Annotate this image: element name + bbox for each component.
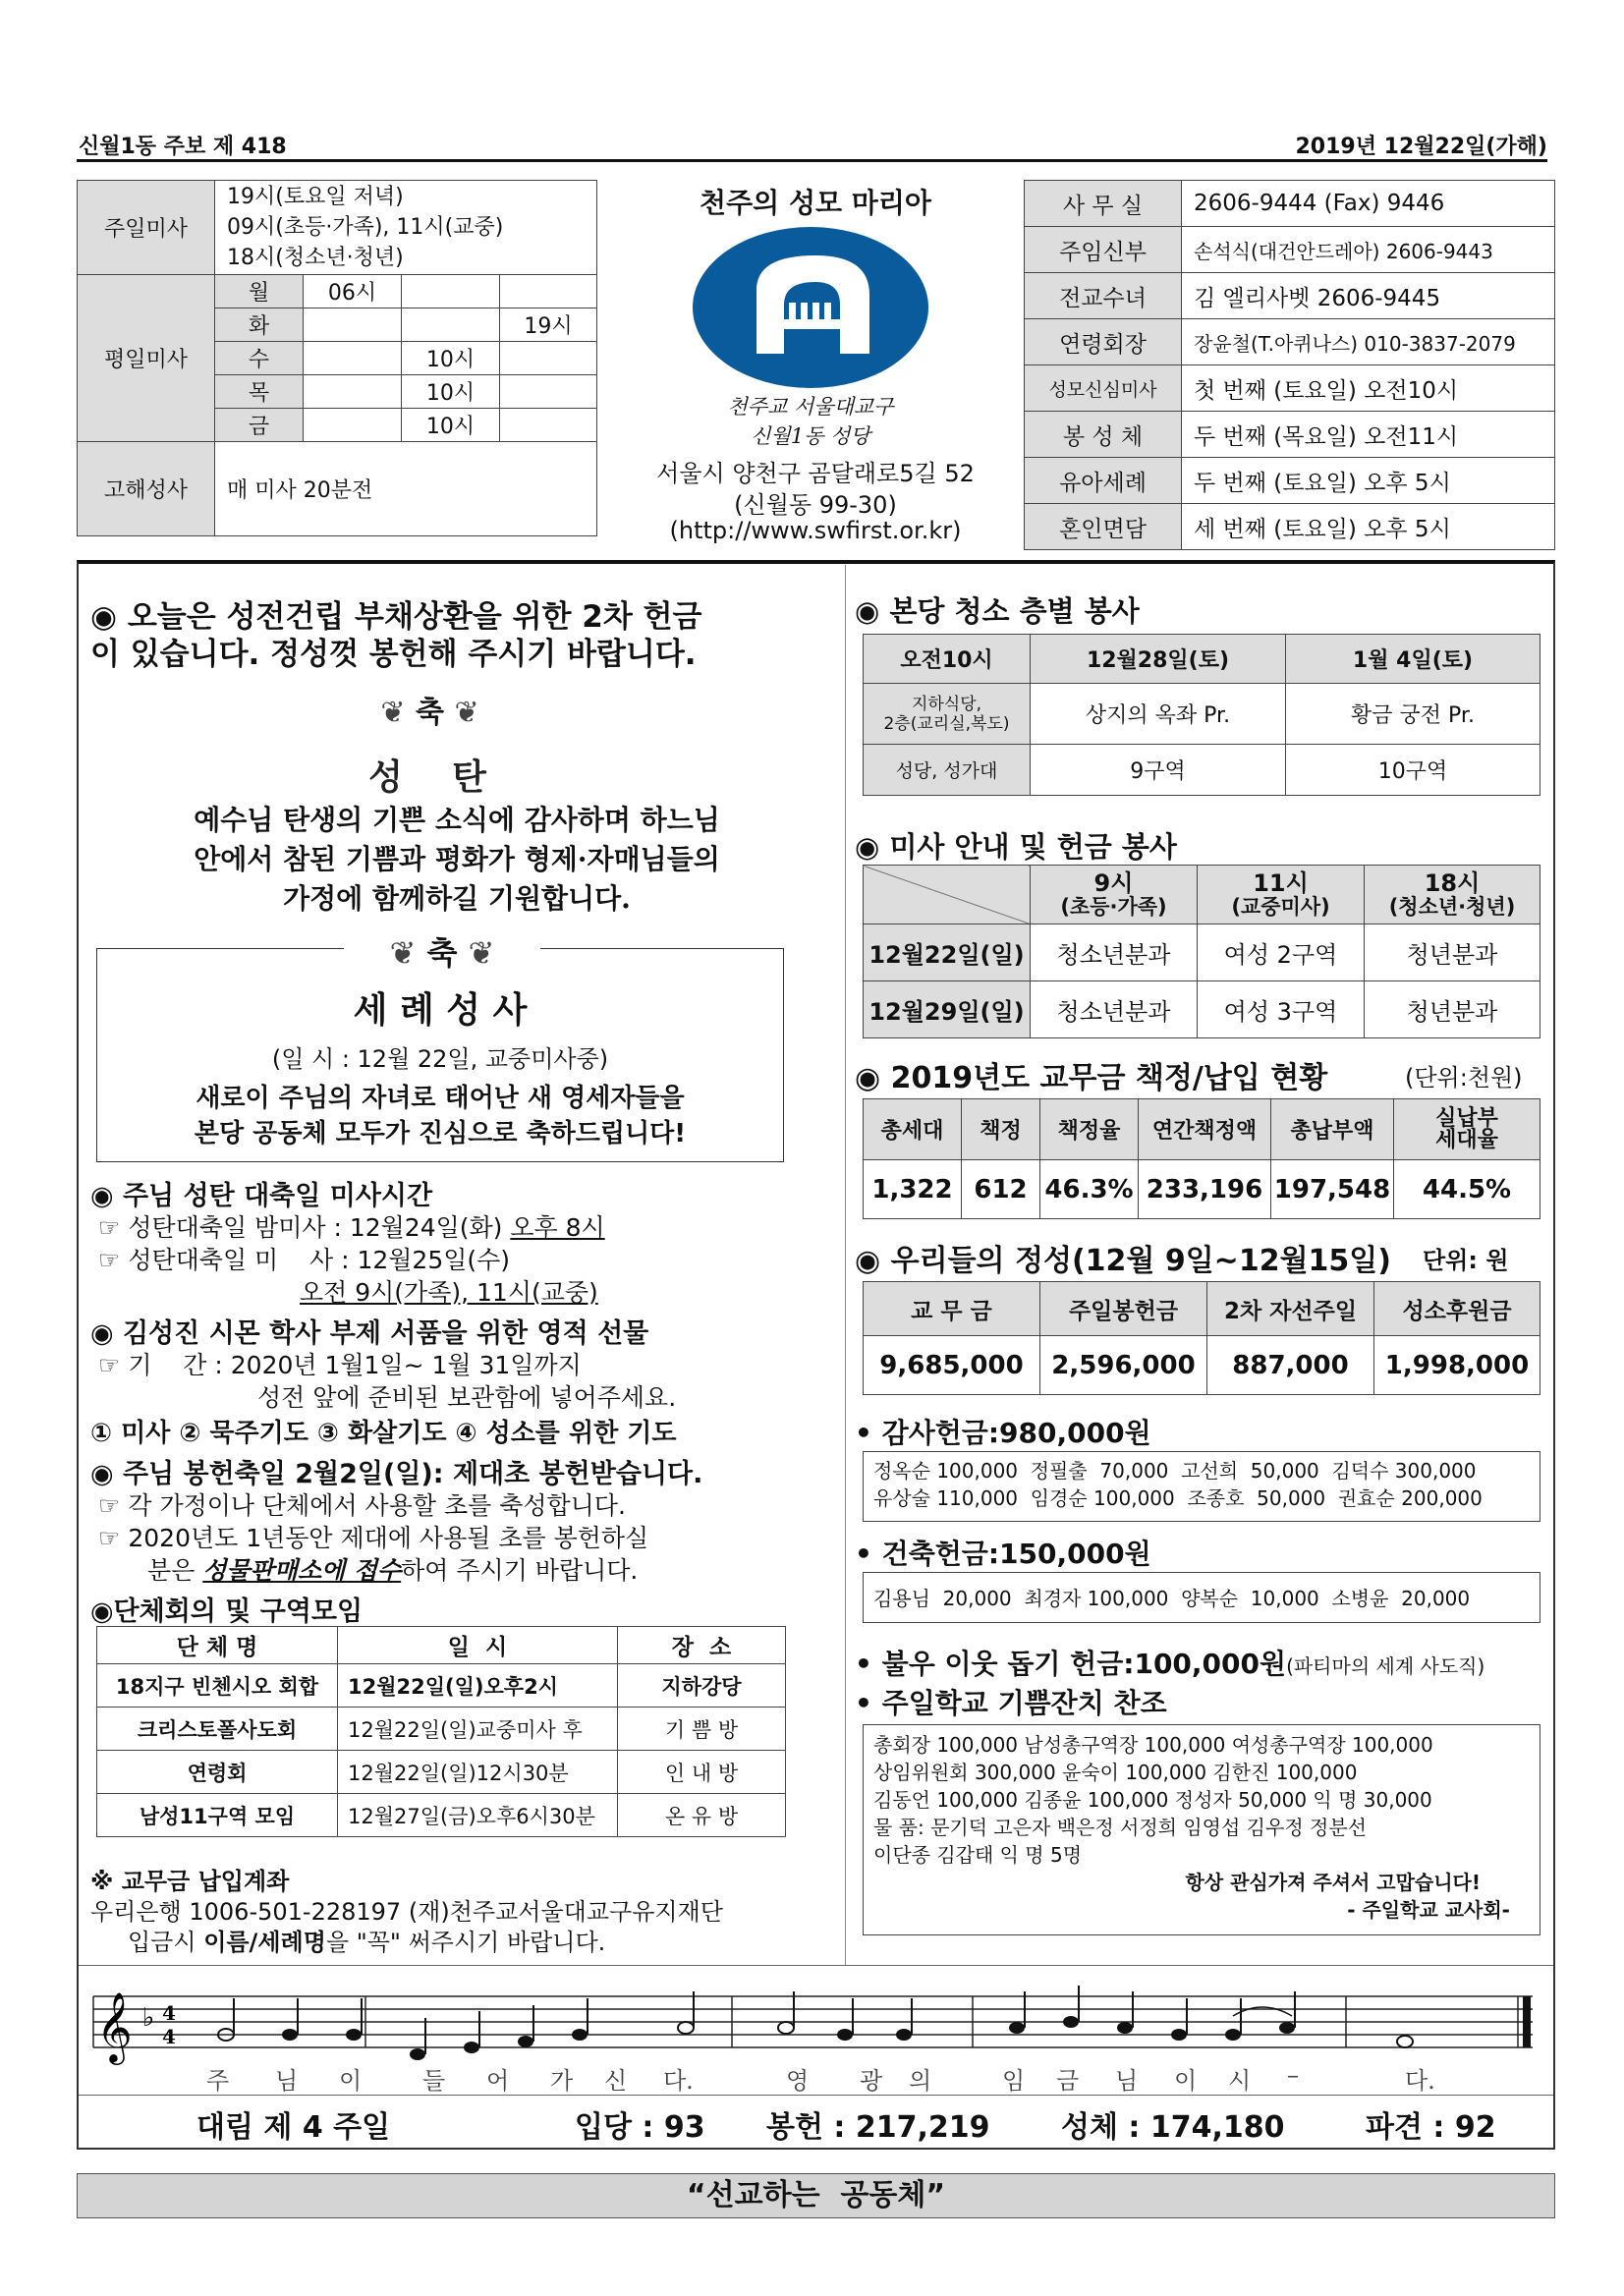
parish-motto: “선교하는 공동체” bbox=[77, 2173, 1555, 2218]
spiritual-gift-line: ☞ 기 간 : 2020년 1월1일~ 1월 31일까지 bbox=[98, 1351, 582, 1379]
account-text: 입금시 bbox=[128, 1929, 204, 1956]
christmas-message: 안에서 참된 기쁨과 평화가 형제·자매님들의 bbox=[194, 843, 720, 875]
dues-value: 197,548 bbox=[1271, 1160, 1394, 1219]
sunday-school-donors: 총회장 100,000 남성총구역장 100,000 여성총구역장 100,000 bbox=[873, 1733, 1433, 1757]
contact-value: 장윤철(T.아퀴나스) 010-3837-2079 bbox=[1182, 319, 1555, 365]
charity-title: • 불우 이웃 돕기 헌금:100,000원 bbox=[855, 1648, 1287, 1680]
weekday-time bbox=[304, 375, 402, 409]
candle-offering-line bbox=[147, 1551, 638, 1587]
christmas-message: 가정에 함께하길 기원합니다. bbox=[283, 882, 631, 915]
parish-logo-text: 신월1동 성당 bbox=[751, 424, 870, 448]
contact-value: 김 엘리사벳 2606-9445 bbox=[1182, 273, 1555, 319]
dues-header: 총세대 bbox=[864, 1099, 962, 1160]
cleaning-team: 상지의 옥좌 Pr. bbox=[1031, 684, 1286, 745]
dues-header: 연간책정액 bbox=[1139, 1099, 1271, 1160]
meetings-table bbox=[96, 1626, 786, 1837]
bulletin-date: 2019년 12월22일(가해) bbox=[1295, 135, 1547, 159]
lyric-syllable: 신 bbox=[604, 2067, 628, 2095]
meeting-place: 인 내 방 bbox=[618, 1751, 786, 1794]
laurel-icon: ❦ bbox=[454, 696, 479, 730]
offering-header: 주일봉헌금 bbox=[1040, 1282, 1207, 1336]
cleaning-team: 황금 궁전 Pr. bbox=[1286, 684, 1540, 745]
thanksgiving-donors: 정옥순 100,000 정필출 70,000 고선희 50,000 김덕수 300,000 bbox=[873, 1459, 1477, 1483]
offerings-unit: 단위: 원 bbox=[1423, 1247, 1509, 1274]
weekday-day: 수 bbox=[215, 342, 304, 375]
weekday-time: 06시 bbox=[304, 275, 402, 308]
mass-time-header: 18시 bbox=[1424, 868, 1481, 897]
dues-value: 44.5% bbox=[1394, 1160, 1540, 1219]
lyric-syllable: 님 bbox=[275, 2067, 299, 2095]
dues-header: 책정율 bbox=[1040, 1099, 1139, 1160]
lyric-syllable: 금 bbox=[1056, 2067, 1080, 2095]
sunday-school-signature: - 주일학교 교사회- bbox=[1347, 1898, 1510, 1922]
thanksgiving-donors: 유상술 110,000 임경순 100,000 조종호 50,000 권효순 200,000 bbox=[873, 1486, 1483, 1510]
offertory-count: 봉헌 : 217,219 bbox=[766, 2110, 990, 2145]
cleaning-header: 오전10시 bbox=[864, 635, 1031, 684]
weekday-time bbox=[500, 409, 597, 442]
baptism-wreath bbox=[344, 928, 540, 974]
christmas-congrats: 축 bbox=[416, 696, 444, 730]
baptism-title: 세 례 성 사 bbox=[353, 990, 528, 1031]
mass-service-team: 청소년분과 bbox=[1031, 981, 1198, 1038]
weekday-time bbox=[304, 308, 402, 342]
baptism-message: 본당 공동체 모두가 진심으로 축하드립니다! bbox=[194, 1119, 687, 1148]
mass-guide-title: ◉ 미사 안내 및 헌금 봉사 bbox=[855, 830, 1177, 864]
parish-address: 서울시 양천구 곰달래로5길 52 bbox=[656, 460, 975, 487]
dues-value: 612 bbox=[962, 1160, 1040, 1219]
confession-value: 매 미사 20분전 bbox=[215, 442, 597, 536]
thanksgiving-box bbox=[863, 1451, 1540, 1522]
dismissal-count: 파견 : 92 bbox=[1366, 2110, 1496, 2145]
cleaning-title: ◉ 본당 청소 층별 봉사 bbox=[855, 594, 1140, 628]
spiritual-gift-title: ◉ 김성진 시몬 학사 부제 서품을 위한 영적 선물 bbox=[90, 1318, 649, 1349]
offerings-table bbox=[863, 1281, 1540, 1395]
bulletin-number: 신월1동 주보 제 418 bbox=[79, 135, 287, 159]
meeting-name: 18지구 빈첸시오 회합 bbox=[97, 1664, 338, 1708]
svg-text:4: 4 bbox=[162, 2001, 176, 2025]
mass-service-team: 여성 2구역 bbox=[1198, 924, 1365, 981]
lyric-syllable: 다. bbox=[663, 2067, 694, 2095]
weekday-time bbox=[402, 275, 500, 308]
lyric-syllable: 광 bbox=[860, 2067, 883, 2095]
parish-patron-title: 천주의 성모 마리아 bbox=[700, 187, 931, 219]
meeting-time: 12월27일(금)오후6시30분 bbox=[338, 1794, 618, 1837]
music-staff bbox=[88, 1977, 1542, 2090]
spiritual-gift-line: 성전 앞에 준비된 보관함에 넣어주세요. bbox=[257, 1383, 677, 1412]
thanksgiving-title: • 감사헌금:980,000원 bbox=[855, 1417, 1151, 1449]
meeting-place: 지하강당 bbox=[618, 1664, 786, 1708]
meeting-time: 12월22일(일)오후2시 bbox=[338, 1664, 618, 1708]
meeting-time: 12월22일(일)12시30분 bbox=[338, 1751, 618, 1794]
lyric-syllable: 님 bbox=[1115, 2067, 1139, 2095]
laurel-icon: ❦ bbox=[389, 934, 417, 972]
cleaning-area: 성당, 성가대 bbox=[864, 745, 1031, 796]
sunday-school-donors: 김동언 100,000 김종윤 100,000 정성자 50,000 익 명 30,000 bbox=[873, 1788, 1432, 1812]
cleaning-table bbox=[863, 634, 1540, 796]
weekday-time bbox=[500, 342, 597, 375]
weekday-day: 화 bbox=[215, 308, 304, 342]
diagonal-header-cell bbox=[864, 866, 1031, 924]
liturgical-week: 대림 제 4 주일 bbox=[196, 2110, 391, 2145]
lyric-syllable: 임 bbox=[1002, 2067, 1026, 2095]
weekday-time bbox=[402, 308, 500, 342]
lyric-syllable: – bbox=[1287, 2061, 1299, 2089]
candle-offering-place: 성물판매소에 접수 bbox=[202, 1556, 402, 1585]
sunday-school-donors: 상임위원회 300,000 윤숙이 100,000 김한진 100,000 bbox=[873, 1761, 1358, 1784]
mass-date: 12월29일(일) bbox=[864, 981, 1031, 1038]
cleaning-header: 1월 4일(토) bbox=[1286, 635, 1540, 684]
sunday-school-donors: 이단종 김갑태 익 명 5명 bbox=[873, 1843, 1083, 1867]
sunday-mass-line: 09시(초등·가족), 11시(교중) bbox=[227, 215, 504, 240]
dues-value: 1,322 bbox=[864, 1160, 962, 1219]
weekday-time: 10시 bbox=[402, 342, 500, 375]
account-text: 을 "꼭" 써주시기 바랍니다. bbox=[325, 1929, 606, 1956]
svg-text:♭: ♭ bbox=[142, 2003, 155, 2033]
entrance-count: 입당 : 93 bbox=[575, 2110, 705, 2145]
dues-header: 실납부 세대율 bbox=[1394, 1099, 1540, 1160]
lyric-syllable: 이 bbox=[339, 2067, 363, 2095]
offerings-title: ◉ 우리들의 정성(12월 9일~12월15일) bbox=[855, 1244, 1391, 1278]
communion-count: 성체 : 174,180 bbox=[1061, 2110, 1285, 2145]
lyric-syllable: 영 bbox=[786, 2067, 810, 2095]
account-line: 우리은행 1006-501-228197 (재)천주교서울대교구유지재단 bbox=[90, 1898, 723, 1926]
candle-offering-line: ☞ 2020년도 1년동안 제대에 사용될 초를 봉헌하실 bbox=[98, 1524, 649, 1552]
weekday-time bbox=[304, 342, 402, 375]
candle-offering-text: 하여 주시기 바랍니다. bbox=[401, 1556, 639, 1585]
sunday-school-donors: 물 품: 문기덕 고은자 백은정 서정희 임영섭 김우정 정분선 bbox=[873, 1816, 1367, 1839]
contact-label: 주임신부 bbox=[1025, 227, 1182, 273]
contact-label: 성모신심미사 bbox=[1025, 365, 1182, 412]
contact-label: 연령회장 bbox=[1025, 319, 1182, 365]
music-bottom-divider bbox=[79, 2095, 1553, 2096]
mass-date: 12월22일(일) bbox=[864, 924, 1031, 981]
account-title: ※ 교무금 납입계좌 bbox=[90, 1868, 290, 1895]
music-divider bbox=[79, 1965, 1553, 1966]
offering-header: 교 무 금 bbox=[864, 1282, 1040, 1336]
meeting-name: 남성11구역 모임 bbox=[97, 1794, 338, 1837]
offering-header: 성소후원금 bbox=[1374, 1282, 1540, 1336]
mass-time-header: 11시 bbox=[1253, 868, 1309, 897]
parish-address: (신월동 99-30) bbox=[734, 491, 897, 519]
meeting-place: 온 유 방 bbox=[618, 1794, 786, 1837]
second-collection-notice: ◉ 오늘은 성전건립 부채상환을 위한 2차 헌금 bbox=[90, 599, 702, 635]
cleaning-area: 지하식당, 2층(교리실,복도) bbox=[864, 684, 1031, 745]
account-emphasis: 이름/세례명 bbox=[203, 1929, 326, 1956]
account-line bbox=[128, 1923, 605, 1957]
lyric-syllable: 시 bbox=[1228, 2067, 1252, 2095]
offering-value: 1,998,000 bbox=[1374, 1336, 1540, 1395]
confession-label: 고해성사 bbox=[78, 442, 215, 536]
mass-service-team: 청소년분과 bbox=[1031, 924, 1198, 981]
dues-value: 46.3% bbox=[1040, 1160, 1139, 1219]
christmas-mass-line: 오전 9시(가족), 11시(교중) bbox=[300, 1278, 598, 1307]
offering-header: 2차 자선주일 bbox=[1207, 1282, 1374, 1336]
contacts-table bbox=[1024, 180, 1555, 550]
dues-value: 233,196 bbox=[1139, 1160, 1271, 1219]
meetings-header: 장 소 bbox=[618, 1627, 786, 1664]
weekday-time: 10시 bbox=[402, 409, 500, 442]
laurel-icon: ❦ bbox=[380, 696, 406, 730]
spiritual-gift-prayers: ① 미사 ② 묵주기도 ③ 화살기도 ④ 성소를 위한 기도 bbox=[90, 1419, 677, 1448]
lyric-syllable: 가 bbox=[550, 2067, 574, 2095]
sunday-school-thanks: 항상 관심가져 주셔서 고맙습니다! bbox=[1185, 1871, 1481, 1894]
cleaning-header: 12월28일(토) bbox=[1031, 635, 1286, 684]
contact-value: 손석식(대건안드레아) 2606-9443 bbox=[1182, 227, 1555, 273]
contact-label: 유아세례 bbox=[1025, 458, 1182, 504]
meeting-name: 크리스토폴사도회 bbox=[97, 1708, 338, 1751]
weekday-time bbox=[304, 409, 402, 442]
baptism-date: (일 시 : 12월 22일, 교중미사중) bbox=[271, 1045, 609, 1073]
contact-label: 혼인면담 bbox=[1025, 504, 1182, 550]
sunday-school-box bbox=[863, 1724, 1540, 1935]
weekday-day: 월 bbox=[215, 275, 304, 308]
mass-time-sub: (교중미사) bbox=[1231, 894, 1330, 919]
contact-value: 세 번째 (토요일) 오후 5시 bbox=[1182, 504, 1555, 550]
building-fund-donors: 김용님 20,000 최경자 100,000 양복순 10,000 소병윤 20,000 bbox=[873, 1587, 1471, 1610]
weekday-time bbox=[500, 375, 597, 409]
meetings-header: 일 시 bbox=[338, 1627, 618, 1664]
offering-value: 2,596,000 bbox=[1040, 1336, 1207, 1395]
contact-value: 두 번째 (목요일) 오전11시 bbox=[1182, 412, 1555, 458]
weekday-mass-label: 평일미사 bbox=[78, 275, 215, 442]
column-divider bbox=[845, 565, 846, 1965]
building-fund-box bbox=[863, 1572, 1540, 1623]
weekday-time: 10시 bbox=[402, 375, 500, 409]
cleaning-team: 10구역 bbox=[1286, 745, 1540, 796]
meetings-title: ◉단체회의 및 구역모임 bbox=[90, 1596, 364, 1627]
mass-service-team: 청년분과 bbox=[1365, 981, 1540, 1038]
christmas-mass-label: ☞ 성탄대축일 밤미사 : 12월24일(화) bbox=[98, 1213, 511, 1242]
christmas-mass-line: ☞ 성탄대축일 미 사 : 12월25일(수) bbox=[98, 1246, 511, 1274]
cleaning-team: 9구역 bbox=[1031, 745, 1286, 796]
candle-offering-line: ☞ 각 가정이나 단체에서 사용할 초를 축성합니다. bbox=[98, 1491, 626, 1520]
candle-offering-text: 분은 bbox=[147, 1556, 203, 1585]
laurel-icon: ❦ bbox=[468, 934, 495, 972]
contact-label: 봉 성 체 bbox=[1025, 412, 1182, 458]
second-collection-notice: 이 있습니다. 정성껏 봉헌해 주시기 바랍니다. bbox=[90, 637, 697, 672]
dues-header: 총납부액 bbox=[1271, 1099, 1394, 1160]
mass-guide-table bbox=[863, 865, 1540, 1038]
lyric-syllable: 다. bbox=[1405, 2067, 1435, 2095]
svg-text:𝄞: 𝄞 bbox=[96, 1990, 133, 2062]
parish-website[interactable]: (http://www.swfirst.or.kr) bbox=[669, 517, 962, 544]
weekday-time bbox=[500, 275, 597, 308]
candle-offering-title: ◉ 주님 봉헌축일 2월2일(일): 제대초 봉헌받습니다. bbox=[90, 1459, 703, 1489]
charity-note: (파티마의 세계 사도직) bbox=[1286, 1654, 1485, 1678]
parish-logo-text: 천주교 서울대교구 bbox=[727, 395, 894, 419]
weekday-day: 목 bbox=[215, 375, 304, 409]
meeting-place: 기 쁨 방 bbox=[618, 1708, 786, 1751]
christmas-title: 성 탄 bbox=[368, 757, 486, 798]
sunday-school-title: • 주일학교 기쁨잔치 찬조 bbox=[855, 1687, 1167, 1719]
contact-label: 사 무 실 bbox=[1025, 181, 1182, 227]
baptism-congrats: 축 bbox=[426, 934, 458, 972]
lyric-syllable: 어 bbox=[486, 2067, 510, 2095]
meeting-time: 12월22일(일)교중미사 후 bbox=[338, 1708, 618, 1751]
weekday-day: 금 bbox=[215, 409, 304, 442]
charity-line bbox=[855, 1643, 1484, 1682]
sunday-mass-line: 18시(청소년·청년) bbox=[227, 246, 404, 270]
svg-text:4: 4 bbox=[162, 2025, 176, 2048]
meetings-header: 단 체 명 bbox=[97, 1627, 338, 1664]
mass-time-sub: (청소년·청년) bbox=[1388, 894, 1516, 919]
mass-time-sub: (초등·가족) bbox=[1060, 894, 1167, 919]
sunday-mass-label: 주일미사 bbox=[78, 181, 215, 275]
offering-value: 9,685,000 bbox=[864, 1336, 1040, 1395]
christmas-message: 예수님 탄생의 기쁜 소식에 감사하며 하느님 bbox=[194, 804, 720, 836]
meeting-name: 연령회 bbox=[97, 1751, 338, 1794]
mass-time-header: 9시 bbox=[1093, 868, 1134, 897]
mass-times-table bbox=[77, 180, 597, 536]
christmas-mass-title: ◉ 주님 성탄 대축일 미사시간 bbox=[90, 1181, 433, 1211]
dues-title: ◉ 2019년도 교무금 책정/납입 현황 bbox=[855, 1061, 1328, 1095]
lyric-syllable: 의 bbox=[909, 2067, 932, 2095]
building-fund-title: • 건축헌금:150,000원 bbox=[855, 1538, 1151, 1570]
mass-service-team: 청년분과 bbox=[1365, 924, 1540, 981]
sunday-mass-line: 19시(토요일 저녁) bbox=[227, 185, 404, 209]
dues-unit: (단위:천원) bbox=[1405, 1064, 1523, 1092]
christmas-wreath bbox=[359, 688, 501, 731]
contact-value: 첫 번째 (토요일) 오전10시 bbox=[1182, 365, 1555, 412]
dues-header: 책정 bbox=[962, 1099, 1040, 1160]
lyric-syllable: 이 bbox=[1174, 2067, 1198, 2095]
header-rule bbox=[77, 159, 1547, 162]
christmas-eve-time: 오후 8시 bbox=[510, 1213, 605, 1242]
weekday-time: 19시 bbox=[500, 308, 597, 342]
contact-label: 전교수녀 bbox=[1025, 273, 1182, 319]
dues-table bbox=[863, 1098, 1540, 1219]
mass-service-team: 여성 3구역 bbox=[1198, 981, 1365, 1038]
baptism-message: 새로이 주님의 자녀로 태어난 새 영세자들을 bbox=[196, 1084, 685, 1113]
contact-value: 두 번째 (토요일) 오후 5시 bbox=[1182, 458, 1555, 504]
christmas-mass-line bbox=[98, 1208, 605, 1244]
lyric-syllable: 주 bbox=[206, 2067, 230, 2095]
parish-logo bbox=[688, 221, 933, 393]
offering-value: 887,000 bbox=[1207, 1336, 1374, 1395]
lyric-syllable: 들 bbox=[422, 2067, 446, 2095]
contact-value: 2606-9444 (Fax) 9446 bbox=[1182, 181, 1555, 227]
